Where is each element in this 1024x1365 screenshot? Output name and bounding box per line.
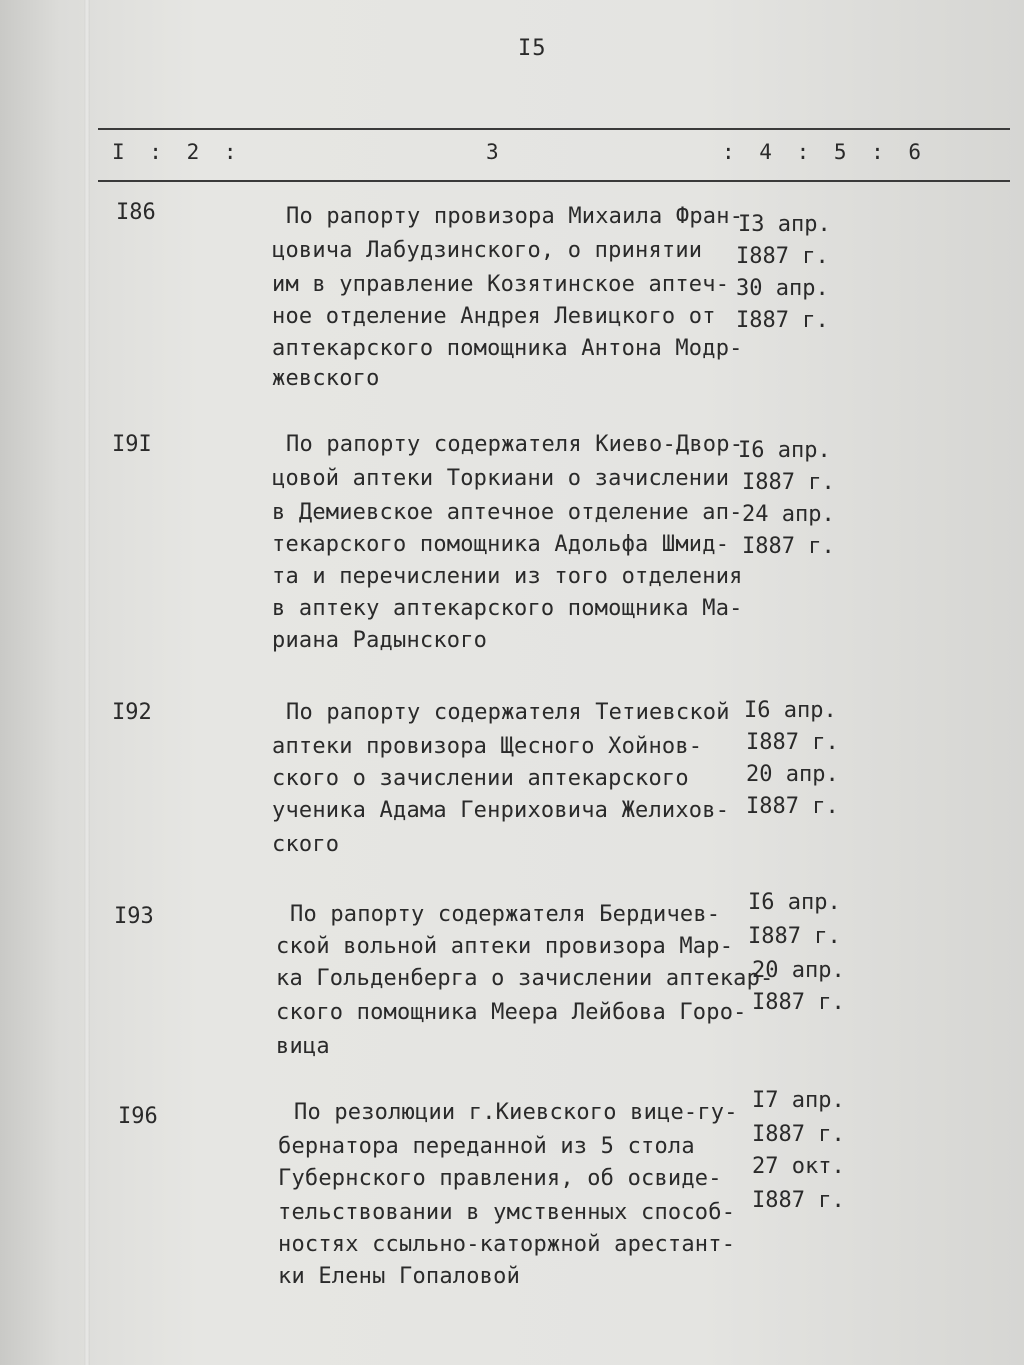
entry-text-line: в Демиевское аптечное отделение ап- bbox=[272, 500, 743, 525]
entry-text-line: аптекарского помощника Антона Модр- bbox=[272, 336, 743, 361]
column-header-4-6: : 4 : 5 : 6 bbox=[722, 140, 928, 164]
entry-text-line: тельствовании в умственных способ- bbox=[278, 1200, 736, 1225]
page-number: I5 bbox=[518, 36, 547, 61]
page-fold-shadow bbox=[84, 0, 90, 1365]
entry-text-line: ностях ссыльно-каторжной арестант- bbox=[278, 1232, 736, 1257]
entry-text-line: аптеки провизора Щесного Хойнов- bbox=[272, 734, 703, 759]
entry-text-line: ка Гольденберга о зачислении аптекар- bbox=[276, 966, 774, 991]
entry-date-line: I887 г. bbox=[736, 244, 829, 269]
column-header-3: 3 bbox=[486, 140, 505, 164]
entry-text-line: вица bbox=[276, 1034, 330, 1059]
entry-text-line: Губернского правления, об освиде- bbox=[278, 1166, 722, 1191]
table-header-bottom-rule bbox=[98, 180, 1010, 182]
entry-date-line: I887 г. bbox=[746, 794, 839, 819]
entry-text-line: По рапорту содержателя Киево-Двор- bbox=[286, 432, 744, 457]
entry-date-line: 20 апр. bbox=[746, 762, 839, 787]
entry-date-line: I7 апр. bbox=[752, 1088, 845, 1113]
entry-date-line: 27 окт. bbox=[752, 1154, 845, 1179]
table-header-top-rule bbox=[98, 128, 1010, 130]
entry-number: I92 bbox=[112, 700, 152, 725]
entry-date-line: I887 г. bbox=[742, 470, 835, 495]
entry-date-line: I6 апр. bbox=[748, 890, 841, 915]
entry-text-line: текарского помощника Адольфа Шмид- bbox=[272, 532, 730, 557]
entry-text-line: в аптеку аптекарского помощника Ма- bbox=[272, 596, 743, 621]
entry-number: I86 bbox=[116, 200, 156, 225]
entry-date-line: I887 г. bbox=[752, 1122, 845, 1147]
entry-date-line: 24 апр. bbox=[742, 502, 835, 527]
entry-date-line: I6 апр. bbox=[744, 698, 837, 723]
entry-text-line: ное отделение Андрея Левицкого от bbox=[272, 304, 716, 329]
entry-date-line: 30 апр. bbox=[736, 276, 829, 301]
entry-date-line: I887 г. bbox=[752, 1188, 845, 1213]
entry-text-line: ского помощника Меера Лейбова Горо- bbox=[276, 1000, 747, 1025]
entry-text-line: бернатора переданной из 5 стола bbox=[278, 1134, 695, 1159]
entry-text-line: По резолюции г.Киевского вице-гу- bbox=[294, 1100, 738, 1125]
entry-date-line: I887 г. bbox=[748, 924, 841, 949]
entry-text-line: им в управление Козятинское аптеч- bbox=[272, 272, 730, 297]
entry-text-line: цовой аптеки Торкиани о зачислении bbox=[272, 466, 730, 491]
entry-date-line: I887 г. bbox=[746, 730, 839, 755]
entry-date-line: I3 апр. bbox=[738, 212, 831, 237]
column-header-1-2: I : 2 : bbox=[112, 140, 243, 164]
entry-date-line: I6 апр. bbox=[738, 438, 831, 463]
entry-text-line: жевского bbox=[272, 366, 380, 391]
entry-text-line: ского о зачислении аптекарского bbox=[272, 766, 689, 791]
entry-text-line: цовича Лабудзинского, о принятии bbox=[272, 238, 703, 263]
entry-text-line: По рапорту провизора Михаила Фран- bbox=[286, 204, 744, 229]
entry-date-line: I887 г. bbox=[742, 534, 835, 559]
entry-text-line: риана Радынского bbox=[272, 628, 488, 653]
entry-text-line: ского bbox=[272, 832, 340, 857]
entry-text-line: По рапорту содержателя Тетиевской bbox=[286, 700, 730, 725]
entry-number: I93 bbox=[114, 904, 154, 929]
entry-number: I96 bbox=[118, 1104, 158, 1129]
entry-text-line: ки Елены Гопаловой bbox=[278, 1264, 521, 1289]
entry-text-line: ской вольной аптеки провизора Мар- bbox=[276, 934, 734, 959]
entry-number: I9I bbox=[112, 432, 152, 457]
entry-date-line: I887 г. bbox=[736, 308, 829, 333]
entry-date-line: I887 г. bbox=[752, 990, 845, 1015]
entry-text-line: ученика Адама Генриховича Желихов- bbox=[272, 798, 730, 823]
entry-text-line: та и перечислении из того отделения bbox=[272, 564, 743, 589]
entry-date-line: 20 апр. bbox=[752, 958, 845, 983]
entry-text-line: По рапорту содержателя Бердичев- bbox=[290, 902, 721, 927]
